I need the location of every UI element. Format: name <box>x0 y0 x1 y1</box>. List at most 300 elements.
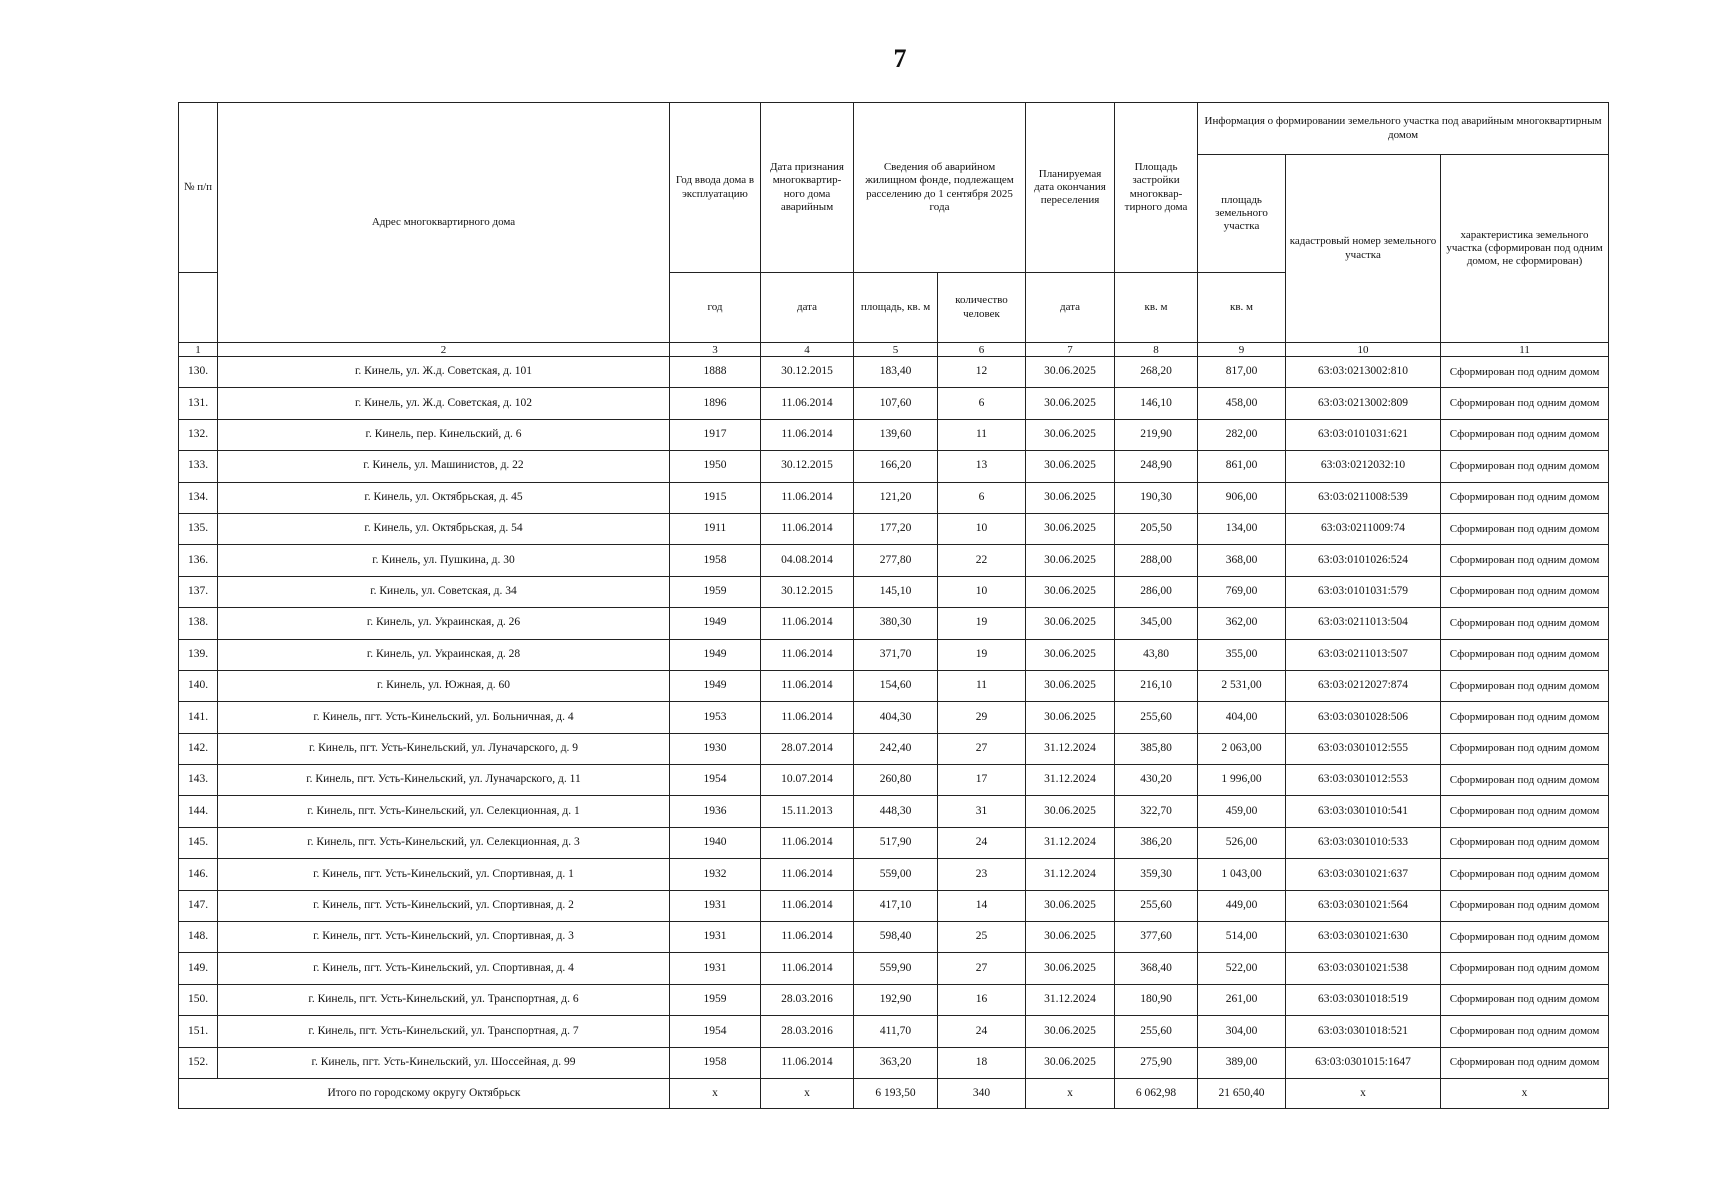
row-planned-date: 31.12.2024 <box>1026 765 1115 796</box>
row-area: 380,30 <box>854 608 938 639</box>
row-land-area: 282,00 <box>1198 419 1286 450</box>
row-land-area: 459,00 <box>1198 796 1286 827</box>
row-land-area: 134,00 <box>1198 513 1286 544</box>
row-area: 363,20 <box>854 1047 938 1078</box>
row-cadastral: 63:03:0213002:810 <box>1286 357 1441 388</box>
row-year: 1958 <box>670 545 761 576</box>
row-people: 27 <box>938 953 1026 984</box>
table-row <box>179 733 1609 764</box>
row-cadastral: 63:03:0101031:621 <box>1286 419 1441 450</box>
row-address: г. Кинель, пгт. Усть-Кинельский, ул. Транспортная, д. 7 <box>218 1016 670 1047</box>
row-status: Сформирован под одним домом <box>1441 1047 1609 1078</box>
row-date-recognized: 11.06.2014 <box>761 859 854 890</box>
table-row <box>179 953 1609 984</box>
row-date-recognized: 28.03.2016 <box>761 1016 854 1047</box>
total-row <box>179 1078 1609 1108</box>
row-area: 517,90 <box>854 827 938 858</box>
row-planned-date: 30.06.2025 <box>1026 608 1115 639</box>
row-date-recognized: 30.12.2015 <box>761 357 854 388</box>
row-address: г. Кинель, пгт. Усть-Кинельский, ул. Селекционная, д. 3 <box>218 827 670 858</box>
unit-planned-date: дата <box>1026 273 1115 343</box>
row-land-area: 526,00 <box>1198 827 1286 858</box>
row-people: 17 <box>938 765 1026 796</box>
row-area: 145,10 <box>854 576 938 607</box>
row-planned-date: 31.12.2024 <box>1026 984 1115 1015</box>
row-number: 130. <box>179 357 218 388</box>
header-address: Адрес многоквартирного дома <box>218 103 670 343</box>
row-number: 139. <box>179 639 218 670</box>
table-row <box>179 670 1609 701</box>
unit-land-kvm: кв. м <box>1198 273 1286 343</box>
row-address: г. Кинель, пгт. Усть-Кинельский, ул. Спортивная, д. 2 <box>218 890 670 921</box>
row-area: 417,10 <box>854 890 938 921</box>
total-people: 340 <box>938 1078 1026 1108</box>
row-area: 154,60 <box>854 670 938 701</box>
row-number: 142. <box>179 733 218 764</box>
header-building-area: Площадь застройки многоквар-тирного дома <box>1115 103 1198 273</box>
row-people: 10 <box>938 576 1026 607</box>
emergency-housing-table <box>178 102 1609 1109</box>
row-people: 16 <box>938 984 1026 1015</box>
row-land-area: 1 996,00 <box>1198 765 1286 796</box>
row-people: 23 <box>938 859 1026 890</box>
row-number: 140. <box>179 670 218 701</box>
row-date-recognized: 28.07.2014 <box>761 733 854 764</box>
row-area: 559,00 <box>854 859 938 890</box>
row-area: 404,30 <box>854 702 938 733</box>
unit-people: количество человек <box>938 273 1026 343</box>
total-date: x <box>761 1078 854 1108</box>
row-cadastral: 63:03:0301021:637 <box>1286 859 1441 890</box>
row-address: г. Кинель, ул. Советская, д. 34 <box>218 576 670 607</box>
row-planned-date: 30.06.2025 <box>1026 388 1115 419</box>
unit-building-kvm: кв. м <box>1115 273 1198 343</box>
row-date-recognized: 10.07.2014 <box>761 765 854 796</box>
row-people: 13 <box>938 451 1026 482</box>
row-planned-date: 30.06.2025 <box>1026 922 1115 953</box>
row-building-area: 322,70 <box>1115 796 1198 827</box>
row-planned-date: 31.12.2024 <box>1026 733 1115 764</box>
column-number: 2 <box>218 343 670 357</box>
row-land-area: 861,00 <box>1198 451 1286 482</box>
header-land-info: Информация о формировании земельного участка под аварийным многоквартирным домом <box>1198 103 1609 155</box>
table-row <box>179 576 1609 607</box>
row-land-area: 522,00 <box>1198 953 1286 984</box>
row-building-area: 190,30 <box>1115 482 1198 513</box>
row-building-area: 180,90 <box>1115 984 1198 1015</box>
row-year: 1931 <box>670 953 761 984</box>
row-status: Сформирован под одним домом <box>1441 1016 1609 1047</box>
row-people: 11 <box>938 670 1026 701</box>
row-date-recognized: 11.06.2014 <box>761 1047 854 1078</box>
total-status: x <box>1441 1078 1609 1108</box>
row-status: Сформирован под одним домом <box>1441 639 1609 670</box>
row-cadastral: 63:03:0213002:809 <box>1286 388 1441 419</box>
row-year: 1958 <box>670 1047 761 1078</box>
row-planned-date: 30.06.2025 <box>1026 451 1115 482</box>
row-planned-date: 30.06.2025 <box>1026 1047 1115 1078</box>
row-area: 260,80 <box>854 765 938 796</box>
row-land-area: 449,00 <box>1198 890 1286 921</box>
row-cadastral: 63:03:0301015:1647 <box>1286 1047 1441 1078</box>
row-number: 138. <box>179 608 218 639</box>
column-number: 3 <box>670 343 761 357</box>
table-header <box>179 103 1609 357</box>
row-land-area: 368,00 <box>1198 545 1286 576</box>
row-number: 148. <box>179 922 218 953</box>
row-number: 137. <box>179 576 218 607</box>
row-status: Сформирован под одним домом <box>1441 765 1609 796</box>
row-planned-date: 31.12.2024 <box>1026 827 1115 858</box>
row-building-area: 377,60 <box>1115 922 1198 953</box>
table-row <box>179 388 1609 419</box>
row-cadastral: 63:03:0301021:630 <box>1286 922 1441 953</box>
row-cadastral: 63:03:0301012:555 <box>1286 733 1441 764</box>
table-row <box>179 545 1609 576</box>
row-year: 1915 <box>670 482 761 513</box>
row-planned-date: 30.06.2025 <box>1026 639 1115 670</box>
row-date-recognized: 11.06.2014 <box>761 419 854 450</box>
row-cadastral: 63:03:0301018:521 <box>1286 1016 1441 1047</box>
row-planned-date: 30.06.2025 <box>1026 670 1115 701</box>
row-address: г. Кинель, пгт. Усть-Кинельский, ул. Спортивная, д. 4 <box>218 953 670 984</box>
row-area: 121,20 <box>854 482 938 513</box>
row-cadastral: 63:03:0301010:533 <box>1286 827 1441 858</box>
row-land-area: 1 043,00 <box>1198 859 1286 890</box>
row-building-area: 219,90 <box>1115 419 1198 450</box>
row-address: г. Кинель, пгт. Усть-Кинельский, ул. Спортивная, д. 1 <box>218 859 670 890</box>
row-building-area: 288,00 <box>1115 545 1198 576</box>
total-cadastral: x <box>1286 1078 1441 1108</box>
column-number: 11 <box>1441 343 1609 357</box>
row-planned-date: 30.06.2025 <box>1026 482 1115 513</box>
row-year: 1949 <box>670 608 761 639</box>
row-year: 1931 <box>670 922 761 953</box>
row-date-recognized: 11.06.2014 <box>761 608 854 639</box>
row-building-area: 43,80 <box>1115 639 1198 670</box>
row-year: 1959 <box>670 984 761 1015</box>
row-area: 242,40 <box>854 733 938 764</box>
row-people: 22 <box>938 545 1026 576</box>
row-address: г. Кинель, ул. Пушкина, д. 30 <box>218 545 670 576</box>
column-number: 1 <box>179 343 218 357</box>
row-number: 136. <box>179 545 218 576</box>
table-row <box>179 890 1609 921</box>
table-body <box>179 357 1609 1109</box>
row-number: 143. <box>179 765 218 796</box>
row-people: 29 <box>938 702 1026 733</box>
row-building-area: 255,60 <box>1115 702 1198 733</box>
row-year: 1931 <box>670 890 761 921</box>
row-date-recognized: 11.06.2014 <box>761 953 854 984</box>
row-address: г. Кинель, ул. Ж.д. Советская, д. 102 <box>218 388 670 419</box>
row-number: 149. <box>179 953 218 984</box>
column-number: 10 <box>1286 343 1441 357</box>
row-year: 1959 <box>670 576 761 607</box>
row-building-area: 268,20 <box>1115 357 1198 388</box>
row-year: 1930 <box>670 733 761 764</box>
row-building-area: 430,20 <box>1115 765 1198 796</box>
total-planned: x <box>1026 1078 1115 1108</box>
row-land-area: 362,00 <box>1198 608 1286 639</box>
row-address: г. Кинель, ул. Октябрьская, д. 45 <box>218 482 670 513</box>
row-address: г. Кинель, ул. Октябрьская, д. 54 <box>218 513 670 544</box>
row-address: г. Кинель, ул. Ж.д. Советская, д. 101 <box>218 357 670 388</box>
row-building-area: 386,20 <box>1115 827 1198 858</box>
row-date-recognized: 11.06.2014 <box>761 388 854 419</box>
row-planned-date: 30.06.2025 <box>1026 890 1115 921</box>
row-year: 1936 <box>670 796 761 827</box>
row-cadastral: 63:03:0212032:10 <box>1286 451 1441 482</box>
row-status: Сформирован под одним домом <box>1441 702 1609 733</box>
row-number: 132. <box>179 419 218 450</box>
row-building-area: 146,10 <box>1115 388 1198 419</box>
header-num: № п/п <box>179 103 218 273</box>
row-land-area: 261,00 <box>1198 984 1286 1015</box>
row-number: 147. <box>179 890 218 921</box>
row-cadastral: 63:03:0212027:874 <box>1286 670 1441 701</box>
row-date-recognized: 11.06.2014 <box>761 922 854 953</box>
row-status: Сформирован под одним домом <box>1441 451 1609 482</box>
row-planned-date: 30.06.2025 <box>1026 953 1115 984</box>
total-building: 6 062,98 <box>1115 1078 1198 1108</box>
row-building-area: 255,60 <box>1115 1016 1198 1047</box>
table-row <box>179 357 1609 388</box>
row-land-area: 404,00 <box>1198 702 1286 733</box>
row-number: 134. <box>179 482 218 513</box>
header-date-recognized: Дата признания многоквартир-ного дома аварийным <box>761 103 854 273</box>
total-land: 21 650,40 <box>1198 1078 1286 1108</box>
header-fund-info: Сведения об аварийном жилищном фонде, подлежащем расселению до 1 сентября 2025 года <box>854 103 1026 273</box>
row-people: 19 <box>938 608 1026 639</box>
row-address: г. Кинель, пгт. Усть-Кинельский, ул. Луначарского, д. 11 <box>218 765 670 796</box>
row-cadastral: 63:03:0301018:519 <box>1286 984 1441 1015</box>
row-cadastral: 63:03:0101031:579 <box>1286 576 1441 607</box>
row-building-area: 368,40 <box>1115 953 1198 984</box>
row-date-recognized: 11.06.2014 <box>761 702 854 733</box>
row-area: 371,70 <box>854 639 938 670</box>
row-address: г. Кинель, ул. Украинская, д. 28 <box>218 639 670 670</box>
table-row <box>179 765 1609 796</box>
row-number: 152. <box>179 1047 218 1078</box>
table-row <box>179 1016 1609 1047</box>
row-building-area: 216,10 <box>1115 670 1198 701</box>
row-land-area: 304,00 <box>1198 1016 1286 1047</box>
row-people: 14 <box>938 890 1026 921</box>
row-year: 1954 <box>670 765 761 796</box>
row-status: Сформирован под одним домом <box>1441 388 1609 419</box>
table-row <box>179 608 1609 639</box>
row-area: 107,60 <box>854 388 938 419</box>
row-status: Сформирован под одним домом <box>1441 608 1609 639</box>
row-planned-date: 30.06.2025 <box>1026 576 1115 607</box>
row-status: Сформирован под одним домом <box>1441 827 1609 858</box>
row-status: Сформирован под одним домом <box>1441 796 1609 827</box>
unit-year: год <box>670 273 761 343</box>
table-row <box>179 827 1609 858</box>
row-land-area: 458,00 <box>1198 388 1286 419</box>
row-year: 1896 <box>670 388 761 419</box>
row-area: 277,80 <box>854 545 938 576</box>
row-cadastral: 63:03:0211009:74 <box>1286 513 1441 544</box>
header-cadastral: кадастровый номер земельного участка <box>1286 155 1441 343</box>
row-year: 1932 <box>670 859 761 890</box>
row-year: 1917 <box>670 419 761 450</box>
row-land-area: 2 063,00 <box>1198 733 1286 764</box>
row-status: Сформирован под одним домом <box>1441 357 1609 388</box>
row-planned-date: 30.06.2025 <box>1026 357 1115 388</box>
table-row <box>179 482 1609 513</box>
row-people: 24 <box>938 827 1026 858</box>
table-row <box>179 859 1609 890</box>
row-building-area: 286,00 <box>1115 576 1198 607</box>
total-label: Итого по городскому округу Октябрьск <box>179 1078 670 1108</box>
row-people: 6 <box>938 388 1026 419</box>
header-planned-date: Планируемая дата окончания переселения <box>1026 103 1115 273</box>
row-people: 24 <box>938 1016 1026 1047</box>
row-building-area: 385,80 <box>1115 733 1198 764</box>
row-year: 1940 <box>670 827 761 858</box>
row-address: г. Кинель, пгт. Усть-Кинельский, ул. Селекционная, д. 1 <box>218 796 670 827</box>
row-date-recognized: 11.06.2014 <box>761 827 854 858</box>
column-number-row <box>179 343 1609 357</box>
row-cadastral: 63:03:0301021:564 <box>1286 890 1441 921</box>
row-people: 18 <box>938 1047 1026 1078</box>
row-date-recognized: 04.08.2014 <box>761 545 854 576</box>
table-row <box>179 796 1609 827</box>
row-number: 144. <box>179 796 218 827</box>
row-people: 10 <box>938 513 1026 544</box>
row-date-recognized: 11.06.2014 <box>761 513 854 544</box>
table-row <box>179 1047 1609 1078</box>
unit-area: площадь, кв. м <box>854 273 938 343</box>
row-area: 192,90 <box>854 984 938 1015</box>
row-people: 12 <box>938 357 1026 388</box>
row-address: г. Кинель, пгт. Усть-Кинельский, ул. Шоссейная, д. 99 <box>218 1047 670 1078</box>
row-planned-date: 30.06.2025 <box>1026 796 1115 827</box>
row-people: 19 <box>938 639 1026 670</box>
row-land-area: 817,00 <box>1198 357 1286 388</box>
row-status: Сформирован под одним домом <box>1441 670 1609 701</box>
column-number: 9 <box>1198 343 1286 357</box>
row-land-area: 2 531,00 <box>1198 670 1286 701</box>
row-status: Сформирован под одним домом <box>1441 984 1609 1015</box>
row-address: г. Кинель, пгт. Усть-Кинельский, ул. Луначарского, д. 9 <box>218 733 670 764</box>
row-status: Сформирован под одним домом <box>1441 482 1609 513</box>
header-land-char: характеристика земельного участка (сформирован под одним домом, не сформирован) <box>1441 155 1609 343</box>
row-planned-date: 30.06.2025 <box>1026 419 1115 450</box>
row-people: 25 <box>938 922 1026 953</box>
row-date-recognized: 11.06.2014 <box>761 639 854 670</box>
row-year: 1911 <box>670 513 761 544</box>
row-building-area: 359,30 <box>1115 859 1198 890</box>
row-area: 183,40 <box>854 357 938 388</box>
unit-date: дата <box>761 273 854 343</box>
row-planned-date: 31.12.2024 <box>1026 859 1115 890</box>
row-building-area: 205,50 <box>1115 513 1198 544</box>
table-row <box>179 513 1609 544</box>
row-area: 598,40 <box>854 922 938 953</box>
row-date-recognized: 11.06.2014 <box>761 890 854 921</box>
row-area: 139,60 <box>854 419 938 450</box>
row-land-area: 355,00 <box>1198 639 1286 670</box>
row-address: г. Кинель, пгт. Усть-Кинельский, ул. Спортивная, д. 3 <box>218 922 670 953</box>
page-number: 7 <box>893 44 907 73</box>
row-address: г. Кинель, ул. Южная, д. 60 <box>218 670 670 701</box>
header-year: Год ввода дома в эксплуатацию <box>670 103 761 273</box>
row-number: 150. <box>179 984 218 1015</box>
column-number: 6 <box>938 343 1026 357</box>
row-cadastral: 63:03:0301012:553 <box>1286 765 1441 796</box>
row-building-area: 275,90 <box>1115 1047 1198 1078</box>
row-cadastral: 63:03:0211008:539 <box>1286 482 1441 513</box>
row-status: Сформирован под одним домом <box>1441 545 1609 576</box>
total-area: 6 193,50 <box>854 1078 938 1108</box>
column-number: 8 <box>1115 343 1198 357</box>
table-row <box>179 639 1609 670</box>
row-planned-date: 30.06.2025 <box>1026 545 1115 576</box>
row-cadastral: 63:03:0301028:506 <box>1286 702 1441 733</box>
column-number: 4 <box>761 343 854 357</box>
row-status: Сформирован под одним домом <box>1441 890 1609 921</box>
row-cadastral: 63:03:0211013:507 <box>1286 639 1441 670</box>
row-year: 1888 <box>670 357 761 388</box>
row-number: 151. <box>179 1016 218 1047</box>
row-number: 141. <box>179 702 218 733</box>
row-date-recognized: 11.06.2014 <box>761 482 854 513</box>
column-number: 5 <box>854 343 938 357</box>
row-building-area: 255,60 <box>1115 890 1198 921</box>
row-year: 1949 <box>670 670 761 701</box>
row-building-area: 248,90 <box>1115 451 1198 482</box>
row-year: 1950 <box>670 451 761 482</box>
row-date-recognized: 15.11.2013 <box>761 796 854 827</box>
row-address: г. Кинель, ул. Украинская, д. 26 <box>218 608 670 639</box>
row-cadastral: 63:03:0101026:524 <box>1286 545 1441 576</box>
row-people: 11 <box>938 419 1026 450</box>
row-building-area: 345,00 <box>1115 608 1198 639</box>
row-land-area: 906,00 <box>1198 482 1286 513</box>
row-status: Сформирован под одним домом <box>1441 733 1609 764</box>
table-row <box>179 984 1609 1015</box>
row-number: 145. <box>179 827 218 858</box>
total-year: x <box>670 1078 761 1108</box>
row-area: 448,30 <box>854 796 938 827</box>
row-area: 411,70 <box>854 1016 938 1047</box>
row-date-recognized: 30.12.2015 <box>761 576 854 607</box>
row-status: Сформирован под одним домом <box>1441 513 1609 544</box>
row-land-area: 389,00 <box>1198 1047 1286 1078</box>
row-cadastral: 63:03:0301021:538 <box>1286 953 1441 984</box>
row-address: г. Кинель, пгт. Усть-Кинельский, ул. Больничная, д. 4 <box>218 702 670 733</box>
row-number: 146. <box>179 859 218 890</box>
row-address: г. Кинель, пер. Кинельский, д. 6 <box>218 419 670 450</box>
row-planned-date: 30.06.2025 <box>1026 1016 1115 1047</box>
row-address: г. Кинель, ул. Машинистов, д. 22 <box>218 451 670 482</box>
column-number: 7 <box>1026 343 1115 357</box>
row-area: 177,20 <box>854 513 938 544</box>
row-number: 135. <box>179 513 218 544</box>
row-land-area: 514,00 <box>1198 922 1286 953</box>
row-date-recognized: 28.03.2016 <box>761 984 854 1015</box>
row-date-recognized: 30.12.2015 <box>761 451 854 482</box>
row-number: 133. <box>179 451 218 482</box>
row-land-area: 769,00 <box>1198 576 1286 607</box>
row-area: 559,90 <box>854 953 938 984</box>
row-planned-date: 30.06.2025 <box>1026 513 1115 544</box>
row-year: 1953 <box>670 702 761 733</box>
row-status: Сформирован под одним домом <box>1441 859 1609 890</box>
